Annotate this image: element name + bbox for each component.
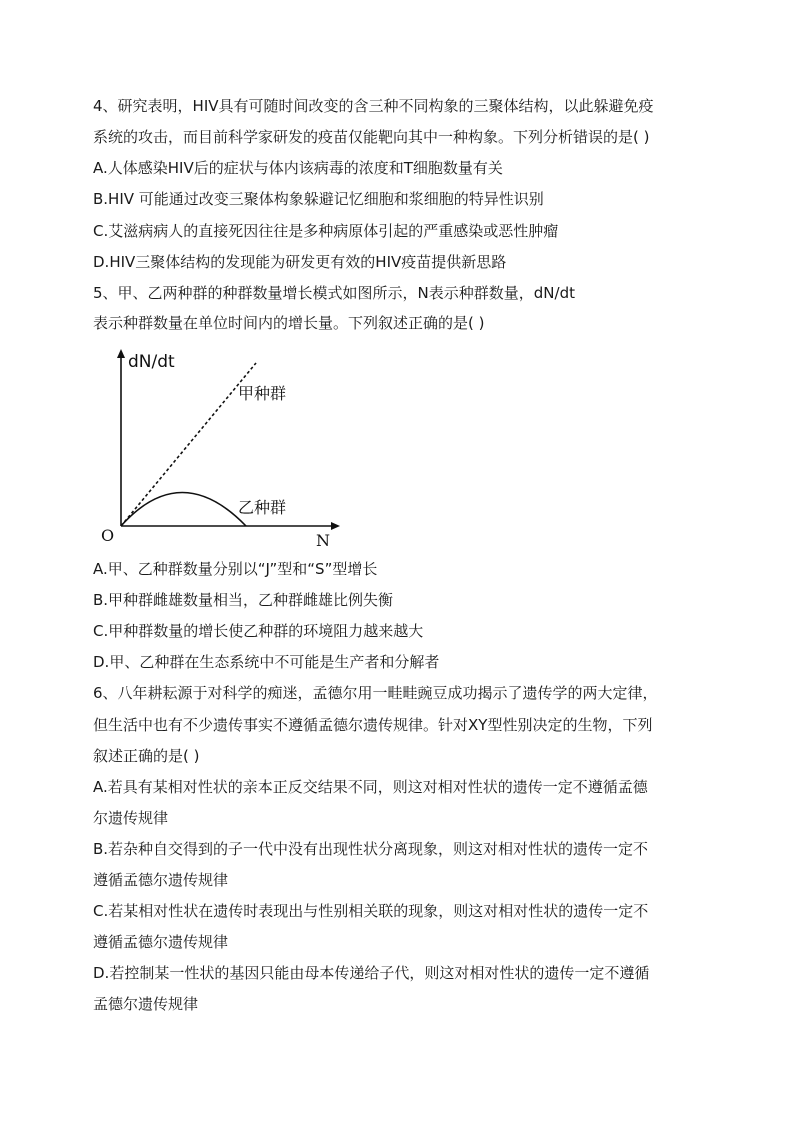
q5-option-c: C.甲种群数量的增长使乙种群的环境阻力越来越大 xyxy=(93,622,424,640)
q4-option-d: D.HIV三聚体结构的发现能为研发更有效的HIV疫苗提供新思路 xyxy=(93,253,507,271)
q5-stem-line-2: 表示种群数量在单位时间内的增长量。下列叙述正确的是( ) xyxy=(93,314,485,332)
q6-option-b-line-1: B.若杂种自交得到的子一代中没有出现性状分离现象，则这对相对性状的遗传一定不 xyxy=(93,840,649,858)
q6-option-a-line-2: 尔遗传规律 xyxy=(93,809,169,827)
q5-option-d: D.甲、乙种群在生态系统中不可能是生产者和分解者 xyxy=(93,653,440,671)
q6-option-c-line-2: 遵循孟德尔遗传规律 xyxy=(93,933,229,951)
q5-stem-line-1: 5、甲、乙两种群的种群数量增长模式如图所示，N表示种群数量，dN/dt xyxy=(93,284,575,302)
q6-option-d-line-1: D.若控制某一性状的基因只能由母本传递给子代，则这对相对性状的遗传一定不遵循 xyxy=(93,964,650,982)
q5-option-a: A.甲、乙种群数量分别以“J”型和“S”型增长 xyxy=(93,560,378,578)
q6-option-c-line-1: C.若某相对性状在遗传时表现出与性别相关联的现象，则这对相对性状的遗传一定不 xyxy=(93,902,649,920)
q4-stem-line-2: 系统的攻击，而目前科学家研发的疫苗仅能靶向其中一种构象。下列分析错误的是( ) xyxy=(93,128,650,146)
series-b-curve xyxy=(121,493,246,527)
q5-option-b: B.甲种群雌雄数量相当，乙种群雌雄比例失衡 xyxy=(93,591,394,609)
q6-stem-line-2: 但生活中也有不少遗传事实不遵循孟德尔遗传规律。针对XY型性别决定的生物，下列 xyxy=(93,716,653,734)
origin-label: O xyxy=(101,526,115,545)
q6-stem-line-3: 叙述正确的是( ) xyxy=(93,747,200,765)
series-b-label: 乙种群 xyxy=(238,498,287,517)
y-axis-label: dN/dt xyxy=(128,352,175,372)
q4-stem-line-1: 4、研究表明，HIV具有可随时间改变的含三种不同构象的三聚体结构，以此躲避免疫 xyxy=(93,97,654,115)
q6-stem-line-1: 6、八年耕耘源于对科学的痴迷，孟德尔用一畦畦豌豆成功揭示了遗传学的两大定律， xyxy=(93,684,658,702)
population-growth-figure xyxy=(98,345,358,550)
series-a-line xyxy=(121,363,256,526)
x-axis-label: N xyxy=(316,531,330,550)
q4-option-c: C.艾滋病病人的直接死因往往是多种病原体引起的严重感染或恶性肿瘤 xyxy=(93,222,559,240)
series-a-label: 甲种群 xyxy=(238,384,287,403)
figure-svg xyxy=(98,345,358,550)
y-axis-arrow xyxy=(117,349,125,358)
q4-option-a: A.人体感染HIV后的症状与体内该病毒的浓度和T细胞数量有关 xyxy=(93,159,503,177)
q6-option-a-line-1: A.若具有某相对性状的亲本正反交结果不同，则这对相对性状的遗传一定不遵循孟德 xyxy=(93,778,648,796)
q6-option-d-line-2: 孟德尔遗传规律 xyxy=(93,995,199,1013)
q6-option-b-line-2: 遵循孟德尔遗传规律 xyxy=(93,871,229,889)
x-axis-arrow xyxy=(331,522,340,530)
q4-option-b: B.HIV 可能通过改变三聚体构象躲避记忆细胞和浆细胞的特异性识别 xyxy=(93,190,544,208)
